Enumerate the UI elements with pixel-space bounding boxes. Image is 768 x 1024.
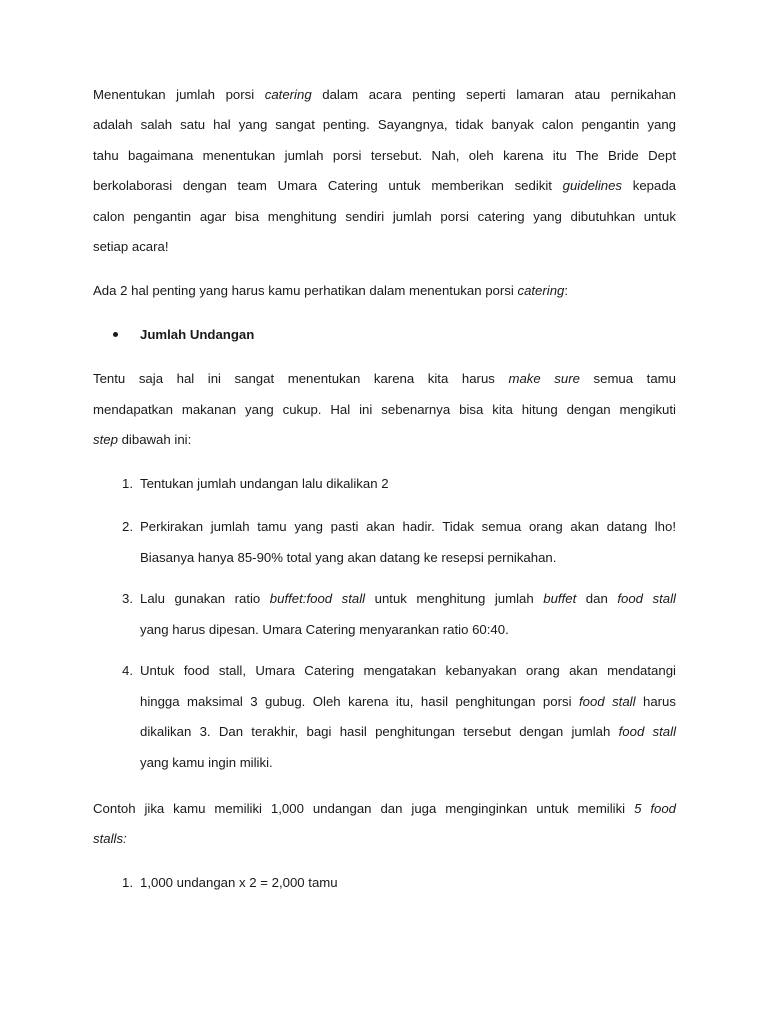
italic-term: 5 food — [634, 800, 676, 816]
list-item — [140, 873, 676, 904]
italic-term: buffet:food stall — [269, 591, 366, 606]
list-number: 4. — [122, 663, 133, 678]
text-line: setiap acara! — [93, 239, 169, 254]
text-line: 1,000 undangan x 2 = 2,000 tamu — [140, 875, 338, 890]
italic-term: food stall — [578, 693, 636, 709]
italic-term: catering — [264, 86, 312, 102]
italic-term: food stall — [617, 591, 676, 606]
text-line: Biasanya hanya 85-90% total yang akan datang ke resepsi pernikahan. — [140, 549, 557, 565]
italic-term: step — [93, 432, 118, 447]
italic-term: guidelines — [562, 178, 623, 193]
text-line: Perkirakan jumlah tamu yang pasti akan hadir. Tidak semua orang akan datang lho! — [140, 519, 676, 534]
italic-term: stalls: — [93, 831, 127, 846]
text-line: adalah salah satu hal yang sangat penting. Sayangnya, tidak banyak calon pengantin yang — [93, 117, 676, 132]
text-line: Ada 2 hal penting yang harus kamu perhatikan dalam menentukan porsi catering: — [93, 283, 569, 298]
list-number: 3. — [122, 591, 133, 606]
text-line: Contoh jika kamu memiliki 1,000 undangan dan juga menginginkan untuk memiliki 5 food — [93, 800, 676, 816]
text-line: calon pengantin agar bisa menghitung sendiri jumlah porsi catering yang dibutuhkan untuk — [93, 208, 676, 224]
list-number: 2. — [122, 519, 133, 534]
text-line: Tentukan jumlah undangan lalu dikalikan 2 — [140, 475, 389, 491]
list-item — [140, 474, 676, 505]
text-line: mendapatkan makanan yang cukup. Hal ini sebenarnya bisa kita hitung dengan mengikuti — [93, 401, 676, 417]
list-number: 1. — [122, 875, 133, 890]
text-line: dikalikan 3. Dan terakhir, bagi hasil penghitungan tersebut dengan jumlah food stall — [140, 724, 676, 739]
list-item — [140, 661, 676, 783]
example-intro-paragraph — [93, 799, 676, 860]
text-line: Tentu saja hal ini sangat menentukan karena kita harus make sure semua tamu — [93, 371, 676, 386]
text-line: yang kamu ingin miliki. — [140, 754, 273, 770]
italic-term: food stall — [618, 724, 676, 739]
list-number: 1. — [122, 475, 133, 491]
list-item — [140, 589, 676, 650]
italic-term: buffet — [543, 591, 577, 606]
list-item — [140, 517, 676, 578]
text-line: Lalu gunakan ratio buffet:food stall untuk menghitung jumlah buffet dan food stall — [140, 591, 676, 606]
italic-term: make sure — [508, 371, 580, 386]
point-intro-paragraph — [93, 281, 676, 312]
text-line: Menentukan jumlah porsi catering dalam acara penting seperti lamaran atau pernikahan — [93, 86, 676, 102]
bullet-heading: Jumlah Undangan — [140, 327, 255, 342]
bullet-paragraph — [93, 369, 676, 461]
text-line: tahu bagaimana menentukan jumlah porsi tersebut. Nah, oleh karena itu The Bride Dept — [93, 147, 676, 163]
text-line: yang harus dipesan. Umara Catering menyarankan ratio 60:40. — [140, 621, 509, 637]
text-line — [93, 829, 676, 860]
text-line: Untuk food stall, Umara Catering mengatakan kebanyakan orang akan mendatangi — [140, 663, 676, 678]
text-line: hingga maksimal 3 gubug. Oleh karena itu, hasil penghitungan porsi food stall harus — [140, 693, 676, 709]
intro-paragraph — [93, 85, 676, 268]
italic-term: catering — [517, 283, 565, 298]
bullet-icon — [112, 331, 120, 339]
text-line: berkolaborasi dengan team Umara Catering untuk memberikan sedikit guidelines kepada — [93, 178, 676, 193]
text-line: step dibawah ini: — [93, 432, 192, 447]
